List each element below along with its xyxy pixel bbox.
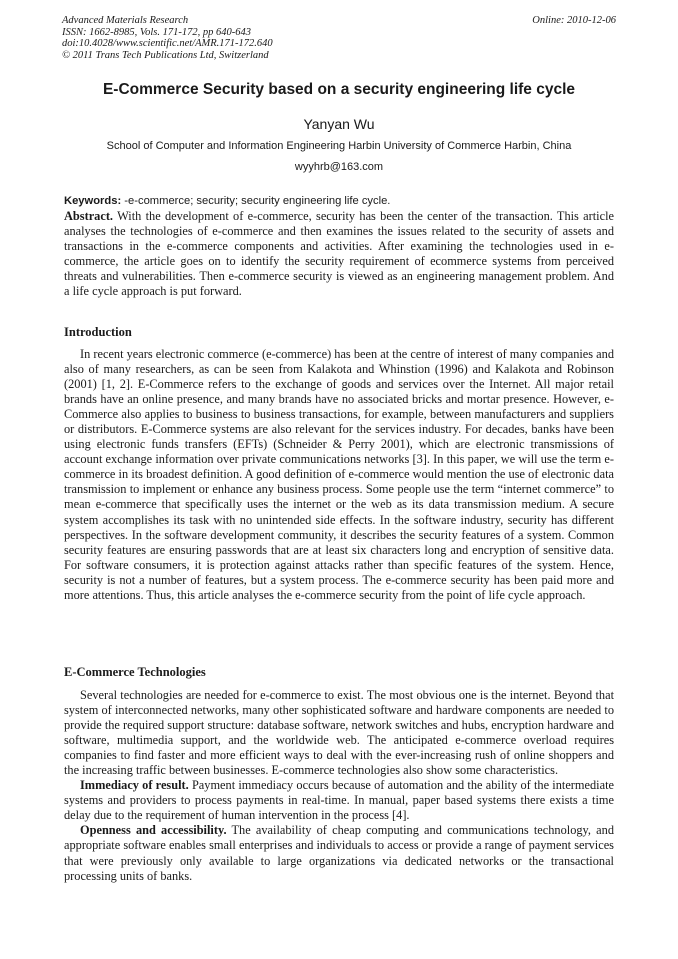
introduction-body [64,347,614,603]
immediacy-paragraph [64,778,614,823]
immediacy-label: Immediacy of result. [80,778,189,793]
immediacy-text: Payment immediacy occurs because of automation and the ability of the intermediate systems and providers to process payments in real-time. In manual, paper based systems there exists a time delay due to the requirement of human intervention in the process [4]. [64,778,614,823]
copyright-line: © 2011 Trans Tech Publications Ltd, Switzerland [62,49,269,61]
doi-line: doi:10.4028/www.scientific.net/AMR.171-172.640 [62,38,273,50]
abstract-label: Abstract. [64,209,114,223]
openness-text: The availability of cheap computing and communications technology, and appropriate software enables small enterprises and individuals to access or provide a range of payment services that were previously only available to large organizations via dedicated networks or the transactional processing units of banks. [64,823,615,883]
author-email: wyyhrb@163.com [294,161,384,173]
journal-header [62,15,616,61]
section-heading-technologies: E-Commerce Technologies [64,665,206,679]
keywords [64,195,614,207]
author-affiliation: School of Computer and Information Engineering Harbin University of Commerce Harbin, China [106,140,572,152]
journal-name: Advanced Materials Research [62,15,189,26]
keywords-label: Keywords: [64,195,122,207]
paper-title: E-Commerce Security based on a security engineering life cycle [102,81,576,98]
introduction-paragraph: In recent years electronic commerce (e-commerce) has been at the centre of interest of many companies and also of many researchers, as can be seen from Kalakota and Whinstion (1996) and Kalakota and Robinson (2001) [1, 2]. E-Commerce refers to the exchange of goods and services over the Internet. All major retail brands have an online presence, and many brands have no associated bricks and mortar presence. However, e-Commerce also applies to business to business transactions, for example, between manufacturers and suppliers or distributors. E-Commerce systems are also relevant for the services industry. For decades, banks have been using electronic funds transfers (EFTs) (Schneider & Perry 2001), which are electronic transmissions of account exchange information over private communications networks [3]. In this paper, we will use the term e-commerce in its broadest definition. A good definition of e-commerce would mention the use of electronic data transmission to implement or enhance any business process. Some people use the term “internet commerce” to mean e-commerce that specifically uses the internet or the web as its data transmission medium. A secure system accomplishes its task with no unintended side effects. In the software industry, security has different perspectives. In the software development community, it describes the security features of a system. Common security features are ensuring passwords that are at least six characters long and encryption of sensitive data. For software consumers, it is protection against attacks rather than specific features of the system. Hence, security is not a number of features, but a system process. The e-commerce security has been paid more and more attentions. Thus, this article analyses the e-commerce security from the point of life cycle approach. [64,347,614,602]
section-heading-introduction: Introduction [64,325,132,339]
abstract [64,209,614,299]
issn-line: ISSN: 1662-8985, Vols. 171-172, pp 640-643 [62,26,251,38]
online-date: Online: 2010-12-06 [532,15,616,26]
openness-paragraph [64,823,614,883]
technologies-paragraph: Several technologies are needed for e-commerce to exist. The most obvious one is the internet. Beyond that system of interconnected networks, many other sophisticated software and hardware components are needed to provide the required support structure: database software, network switches and hubs, encryption hardware and software, multimedia support, and the worldwide web. The anticipated e-commerce overload requires companies to find faster and more efficient ways to deal with the ever-increasing rush of online shoppers and the increasing traffic between businesses. E-commerce technologies also show some characteristics. [64,688,614,778]
technologies-body [64,688,614,884]
author-name: Yanyan Wu [303,116,375,132]
keywords-text: -e-commerce; security; security engineering life cycle. [121,195,391,207]
openness-label: Openness and accessibility. [80,823,227,838]
abstract-text: With the development of e-commerce, security has been the center of the transaction. This article analyses the technologies of e-commerce and then examines the issues related to the security of assets and transactions in the e-commerce components and activities. After examining the technologies used in e-commerce, the article goes on to identify the security requirement of ecommerce systems from perceived threats and vulnerabilities. Then e-commerce security is viewed as an engineering management problem. And a life cycle approach is put forward. [64,209,614,299]
